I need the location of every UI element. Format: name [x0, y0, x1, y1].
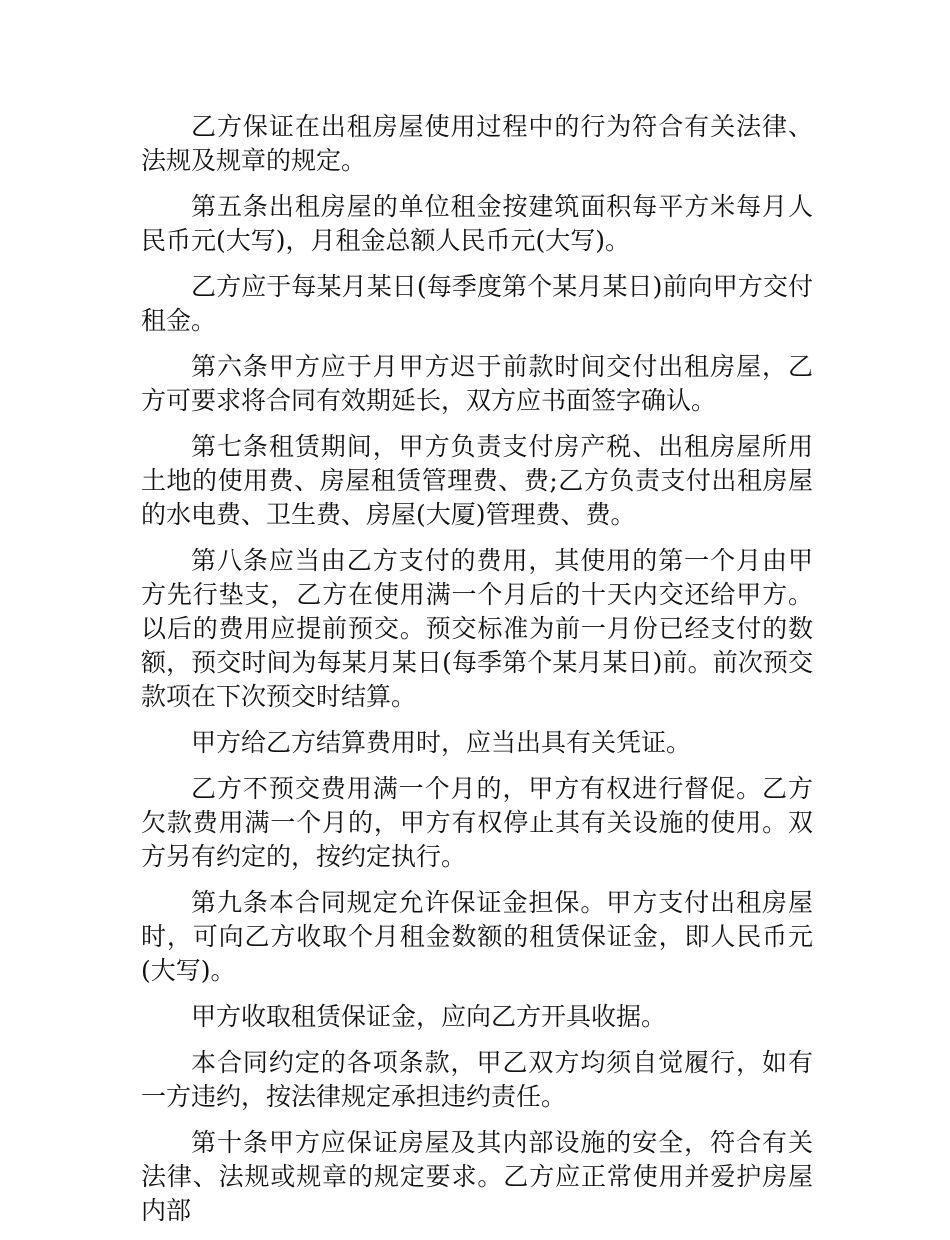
paragraph-article-9-deposit: 第九条本合同规定允许保证金担保。甲方支付出租房屋时，可向乙方收取个月租金数额的租赁保证金，即人民币元(大写)。 — [141, 888, 813, 985]
paragraph-deposit-receipt: 甲方收取租赁保证金，应向乙方开具收据。 — [191, 1002, 667, 1031]
paragraph-guarantee-compliance: 乙方保证在出租房屋使用过程中的行为符合有关法律、法规及规章的规定。 — [141, 112, 813, 175]
paragraph-article-7-fees: 第七条租赁期间，甲方负责支付房产税、出租房屋所用土地的使用费、房屋租赁管理费、费;乙方负责支付出租房屋的水电费、卫生费、房屋(大厦)管理费、费。 — [141, 432, 813, 529]
paragraph-settlement-voucher: 甲方给乙方结算费用时，应当出具有关凭证。 — [191, 728, 692, 757]
paragraph-article-5-rent: 第五条出租房屋的单位租金按建筑面积每平方米每月人民币元(大写)，月租金总额人民币元(大写)。 — [141, 192, 813, 255]
paragraph-article-8-prepayment: 第八条应当由乙方支付的费用，其使用的第一个月由甲方先行垫支，乙方在使用满一个月后的十天内交还给甲方。以后的费用应提前预交。预交标准为前一月份已经支付的数额，预交时间为每某月某日(每季第个某月某日)前。前次预交款项在下次预交时结算。 — [141, 546, 813, 711]
paragraph-article-10-safety: 第十条甲方应保证房屋及其内部设施的安全，符合有关法律、法规或规章的规定要求。乙方应正常使用并爱护房屋内部 — [141, 1128, 813, 1225]
paragraph-article-6-delivery: 第六条甲方应于月甲方迟于前款时间交付出租房屋，乙方可要求将合同有效期延长，双方应书面签字确认。 — [141, 352, 813, 415]
paragraph-overdue-fees: 乙方不预交费用满一个月的，甲方有权进行督促。乙方欠款费用满一个月的，甲方有权停止其有关设施的使用。双方另有约定的，按约定执行。 — [141, 774, 813, 871]
paragraph-breach-liability: 本合同约定的各项条款，甲乙双方均须自觉履行，如有一方违约，按法律规定承担违约责任。 — [141, 1048, 813, 1111]
document-body — [141, 110, 813, 1240]
paragraph-rent-payment-date: 乙方应于每某月某日(每季度第个某月某日)前向甲方交付租金。 — [141, 272, 813, 335]
